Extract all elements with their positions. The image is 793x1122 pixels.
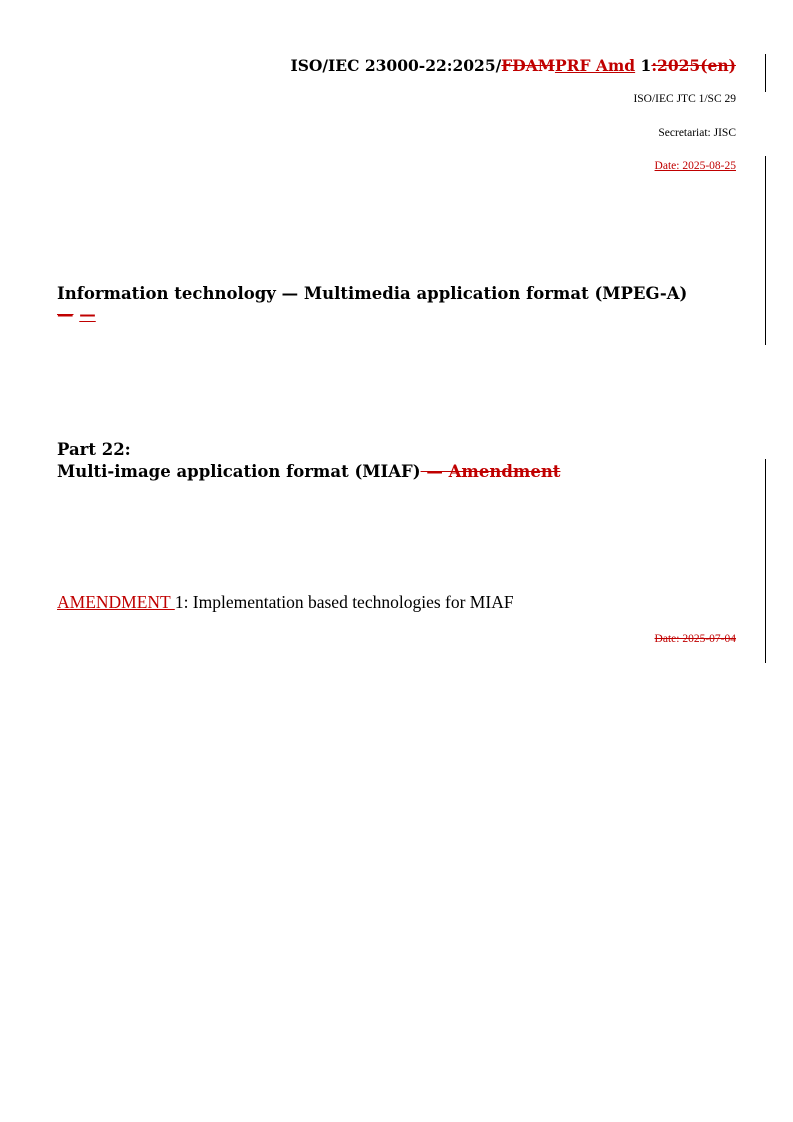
deleted-suffix-text: :2025(en) <box>651 56 736 75</box>
part-title-text: Multi-image application format (MIAF) <box>57 462 421 481</box>
amendment-number: 1 <box>635 56 652 75</box>
change-bar <box>765 459 766 663</box>
committee: ISO/IEC JTC 1/SC 29 <box>633 93 736 105</box>
amendment-title <box>57 592 514 613</box>
inserted-date: Date: 2025-08-25 <box>654 160 736 172</box>
part-number: Part 22: <box>57 440 131 459</box>
deleted-date: Date: 2025-07-04 <box>654 633 736 645</box>
inserted-amendment-label: AMENDMENT <box>57 592 175 612</box>
document-title: Information technology — Multimedia application format (MPEG-A) <box>57 284 688 303</box>
deleted-dash: — <box>57 305 74 324</box>
amendment-title-text: 1: Implementation based technologies for MIAF <box>174 592 514 612</box>
deleted-amendment-suffix: — Amendment <box>420 462 561 481</box>
deleted-stage-text: FDAM <box>501 56 555 75</box>
change-bar <box>765 156 766 345</box>
change-bar <box>765 54 766 92</box>
inserted-dash: — <box>79 305 96 324</box>
title-dash-revision <box>57 305 96 324</box>
part-title <box>57 462 560 481</box>
designation-base: ISO/IEC 23000-22:2025/ <box>290 56 502 75</box>
secretariat: Secretariat: JISC <box>658 127 736 139</box>
document-designation <box>290 56 736 75</box>
inserted-stage-text: PRF Amd <box>554 56 636 75</box>
